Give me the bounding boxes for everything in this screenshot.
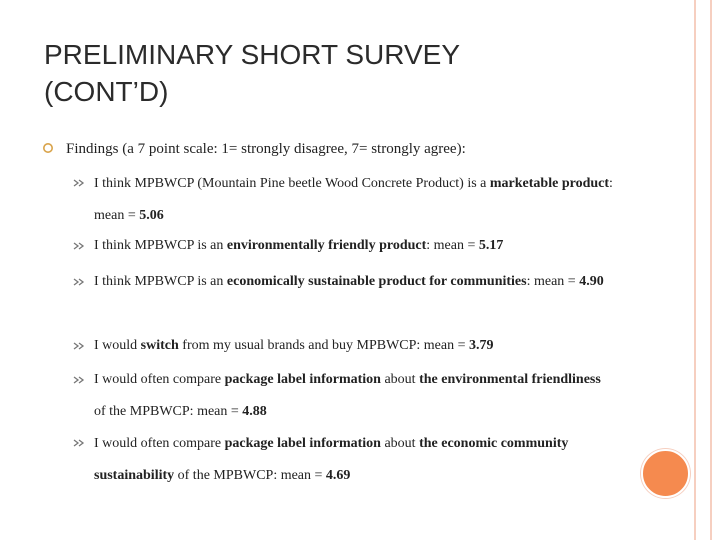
item-emphasis: switch <box>140 338 179 353</box>
list-item <box>94 168 614 232</box>
arrow-bullet-icon <box>73 277 85 287</box>
item-emphasis: environmentally friendly product <box>226 238 427 253</box>
item-text: I think MPBWCP (Mountain Pine beetle Wood Concrete Product) is a <box>94 176 490 191</box>
list-item <box>94 266 614 298</box>
arrow-bullet-icon <box>73 341 85 351</box>
item-mean: 4.69 <box>325 468 351 483</box>
item-emphasis: the economic community sustainability <box>94 436 569 483</box>
list-item <box>94 428 614 492</box>
item-emphasis: package label information <box>224 372 381 387</box>
item-emphasis: package label information <box>224 436 381 451</box>
list-item <box>94 364 614 428</box>
item-text: I think MPBWCP is an <box>94 238 227 253</box>
item-text: : mean = <box>526 274 580 289</box>
item-emphasis: marketable product <box>489 176 610 191</box>
slide-title: PRELIMINARY SHORT SURVEY (CONT’D) <box>44 39 460 107</box>
item-text: of the MPBWCP: mean = <box>94 404 243 419</box>
findings-heading: Findings (a 7 point scale: 1= strongly disagree, 7= strongly agree): <box>66 141 466 157</box>
item-text: about <box>380 372 420 387</box>
list-item <box>94 230 614 262</box>
decorative-rail-left <box>694 0 696 540</box>
item-text: I would often compare <box>94 372 225 387</box>
item-text: I would often compare <box>94 436 225 451</box>
list-item <box>94 330 614 362</box>
item-mean: 5.06 <box>139 208 164 223</box>
item-emphasis: economically sustainable product for communities <box>226 274 527 289</box>
decorative-circle <box>641 449 690 498</box>
item-mean: 4.88 <box>242 404 267 419</box>
item-mean: 3.79 <box>469 338 494 353</box>
item-text: from my usual brands and buy MPBWCP: mean = <box>178 338 470 353</box>
item-text: about <box>380 436 420 451</box>
item-text: : mean = <box>94 176 613 223</box>
item-mean: 4.90 <box>579 274 604 289</box>
arrow-bullet-icon <box>73 178 85 188</box>
item-text: : mean = <box>426 238 479 253</box>
item-mean: 5.17 <box>478 238 504 253</box>
arrow-bullet-icon <box>73 241 85 251</box>
item-text: I would <box>94 338 141 353</box>
decorative-rail-right <box>710 0 712 540</box>
item-emphasis: the environmental friendliness <box>419 372 601 387</box>
item-text: of the MPBWCP: mean = <box>174 468 326 483</box>
item-text: I think MPBWCP is an <box>94 274 227 289</box>
circle-bullet-icon <box>42 142 54 154</box>
arrow-bullet-icon <box>73 375 85 385</box>
arrow-bullet-icon <box>73 438 85 448</box>
